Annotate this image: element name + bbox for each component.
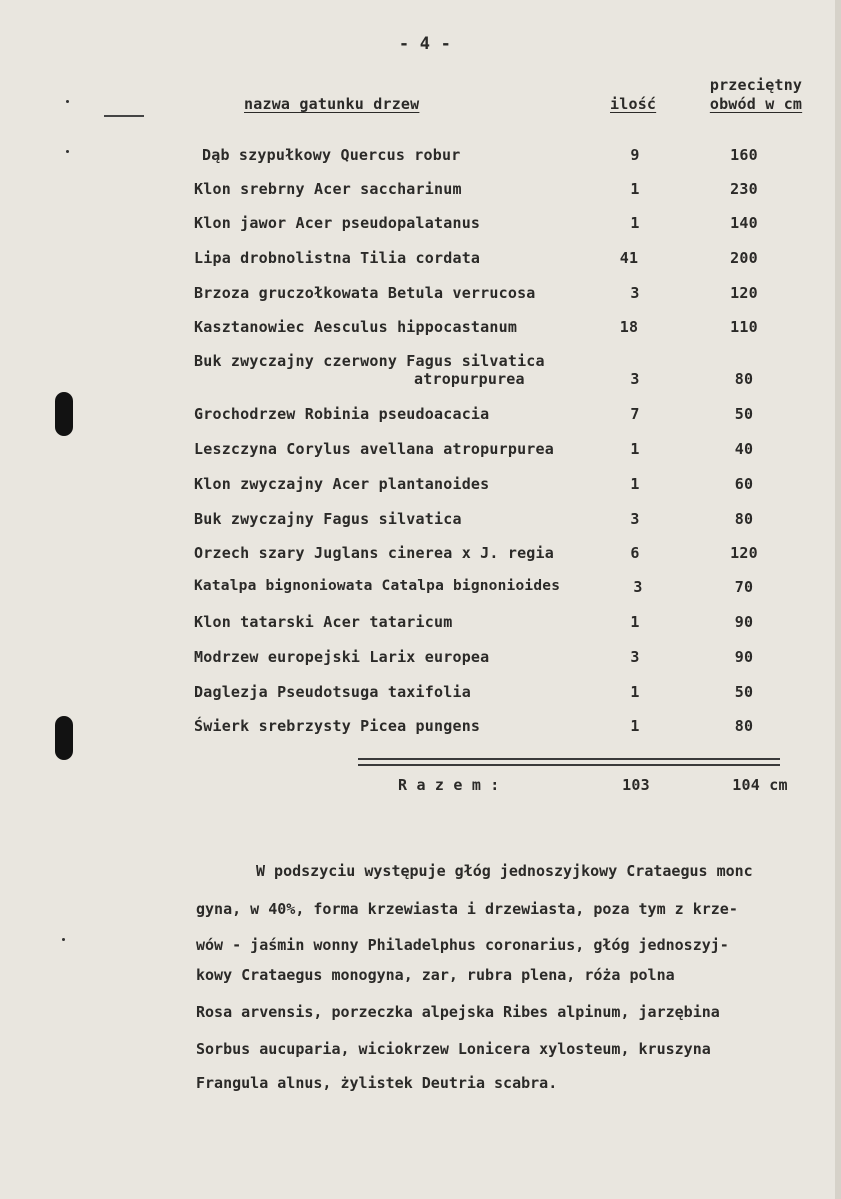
species-name: Lipa drobnolistna Tilia cordata bbox=[194, 249, 481, 267]
header-species: nazwa gatunku drzew bbox=[244, 95, 420, 113]
species-name: Buk zwyczajny Fagus silvatica bbox=[194, 510, 462, 528]
species-name: Kasztanowiec Aesculus hippocastanum bbox=[194, 318, 518, 336]
species-qty: 3 bbox=[630, 648, 640, 666]
paragraph-line: Frangula alnus, żylistek Deutria scabra. bbox=[196, 1074, 558, 1092]
paragraph-line: kowy Crataegus monogyna, zar, rubra plena, róża polna bbox=[196, 966, 675, 984]
species-circ: 80 bbox=[734, 370, 754, 388]
binder-hole-bottom bbox=[55, 716, 73, 760]
species-name: Klon zwyczajny Acer plantanoides bbox=[194, 475, 490, 493]
paragraph-line: W podszyciu występuje głóg jednoszyjkowy Crataegus monc bbox=[256, 862, 753, 880]
species-qty: 3 bbox=[630, 510, 640, 528]
total-rule-top bbox=[358, 758, 780, 760]
species-qty: 3 bbox=[633, 578, 643, 596]
paragraph-line: Rosa arvensis, porzeczka alpejska Ribes alpinum, jarzębina bbox=[196, 1003, 720, 1021]
species-name: Grochodrzew Robinia pseudoacacia bbox=[194, 405, 490, 423]
species-qty: 3 bbox=[630, 370, 640, 388]
species-name: Leszczyna Corylus avellana atropurpurea bbox=[194, 440, 554, 458]
species-name: Dąb szypułkowy Quercus robur bbox=[202, 146, 461, 164]
species-circ: 80 bbox=[734, 510, 754, 528]
species-qty: 3 bbox=[630, 284, 640, 302]
species-circ: 50 bbox=[734, 405, 754, 423]
species-name: Świerk srebrzysty Picea pungens bbox=[194, 717, 481, 735]
species-qty: 1 bbox=[630, 613, 640, 631]
species-circ: 50 bbox=[734, 683, 754, 701]
species-name: Daglezja Pseudotsuga taxifolia bbox=[194, 683, 471, 701]
paragraph-line: Sorbus aucuparia, wiciokrzew Lonicera xylosteum, kruszyna bbox=[196, 1040, 711, 1058]
species-qty: 1 bbox=[630, 683, 640, 701]
header-circ-line2: obwód w cm bbox=[709, 95, 803, 113]
species-qty: 6 bbox=[630, 544, 640, 562]
species-circ: 70 bbox=[734, 578, 754, 596]
species-name-continued: atropurpurea bbox=[414, 370, 525, 388]
species-circ: 200 bbox=[730, 249, 758, 267]
species-qty: 1 bbox=[630, 717, 640, 735]
page-edge bbox=[835, 0, 841, 1199]
species-name: Klon tatarski Acer tataricum bbox=[194, 613, 453, 631]
species-qty: 9 bbox=[630, 146, 640, 164]
species-circ: 40 bbox=[734, 440, 754, 458]
binder-hole-top bbox=[55, 392, 73, 436]
species-name: Brzoza gruczołkowata Betula verrucosa bbox=[194, 284, 536, 302]
species-qty: 1 bbox=[630, 475, 640, 493]
margin-dot bbox=[62, 938, 65, 941]
species-circ: 120 bbox=[730, 284, 758, 302]
species-qty: 18 bbox=[619, 318, 639, 336]
species-name: Modrzew europejski Larix europea bbox=[194, 648, 490, 666]
species-circ: 140 bbox=[730, 214, 758, 232]
species-name: Klon srebrny Acer saccharinum bbox=[194, 180, 462, 198]
page-number: - 4 - bbox=[398, 34, 452, 54]
total-qty: 103 bbox=[622, 776, 650, 794]
species-circ: 230 bbox=[730, 180, 758, 198]
species-circ: 90 bbox=[734, 648, 754, 666]
species-qty: 41 bbox=[619, 249, 639, 267]
species-qty: 1 bbox=[630, 440, 640, 458]
species-name: Klon jawor Acer pseudopalatanus bbox=[194, 214, 481, 232]
paragraph-line: gyna, w 40%, forma krzewiasta i drzewiasta, poza tym z krze- bbox=[196, 900, 738, 918]
species-qty: 1 bbox=[630, 214, 640, 232]
header-qty: ilość bbox=[610, 95, 657, 113]
species-circ: 110 bbox=[730, 318, 758, 336]
species-circ: 120 bbox=[730, 544, 758, 562]
species-qty: 1 bbox=[630, 180, 640, 198]
species-circ: 80 bbox=[734, 717, 754, 735]
species-name: Orzech szary Juglans cinerea x J. regia bbox=[194, 544, 554, 562]
margin-dot bbox=[66, 100, 69, 103]
species-name: Buk zwyczajny czerwony Fagus silvatica bbox=[194, 352, 545, 370]
margin-mark bbox=[104, 115, 144, 117]
species-circ: 60 bbox=[734, 475, 754, 493]
total-circ: 104 cm bbox=[732, 776, 788, 794]
paragraph-line: wów - jaśmin wonny Philadelphus coronarius, głóg jednoszyj- bbox=[196, 936, 729, 954]
total-rule-bottom bbox=[358, 764, 780, 766]
header-circ-line1: przeciętny bbox=[709, 76, 803, 94]
species-circ: 160 bbox=[730, 146, 758, 164]
species-name: Katalpa bignoniowata Catalpa bignonioides bbox=[194, 578, 561, 594]
species-circ: 90 bbox=[734, 613, 754, 631]
margin-dot bbox=[66, 150, 69, 153]
total-label: R a z e m : bbox=[398, 776, 500, 794]
species-qty: 7 bbox=[630, 405, 640, 423]
